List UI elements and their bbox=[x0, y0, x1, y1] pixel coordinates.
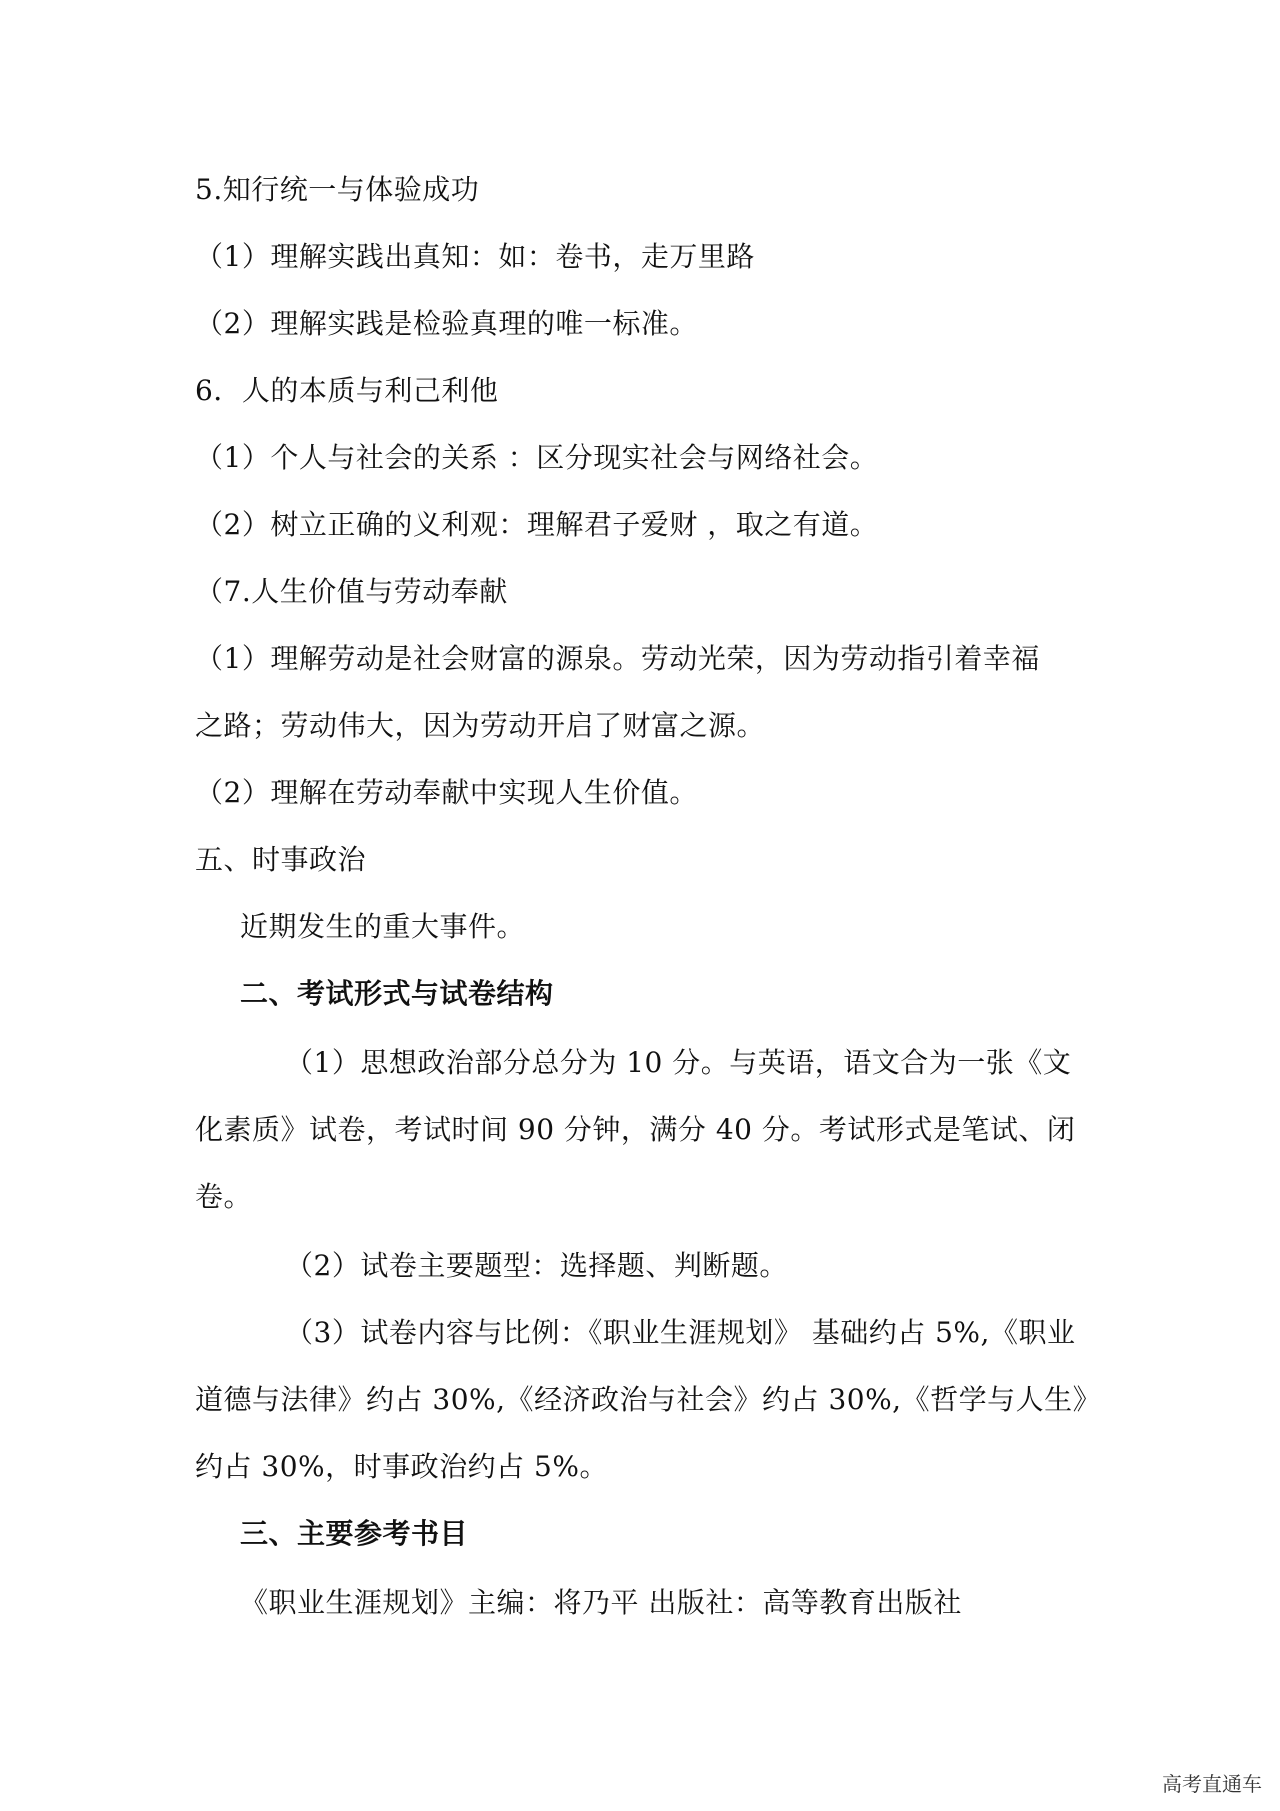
paragraph-line: （2）试卷主要题型：选择题、判断题。 bbox=[285, 1249, 788, 1282]
section-heading-7: （7.人生价值与劳动奉献 bbox=[195, 575, 508, 608]
section-heading-current-affairs: 五、时事政治 bbox=[195, 843, 367, 876]
paragraph-line: 道德与法律》约占 30%,《经济政治与社会》约占 30%,《哲学与人生》 bbox=[195, 1383, 1102, 1416]
paragraph-line: （3）试卷内容与比例：《职业生涯规划》 基础约占 5%,《职业 bbox=[285, 1316, 1076, 1349]
paragraph-line: （1）思想政治部分总分为 10 分。与英语，语文合为一张《文 bbox=[285, 1046, 1072, 1079]
paragraph-line: 之路；劳动伟大，因为劳动开启了财富之源。 bbox=[195, 709, 766, 742]
heading-references: 三、主要参考书目 bbox=[240, 1517, 469, 1550]
section-heading-6: 6．人的本质与利己利他 bbox=[195, 374, 499, 407]
watermark-label: 高考直通车 bbox=[1162, 1772, 1262, 1796]
heading-exam-format: 二、考试形式与试卷结构 bbox=[240, 977, 554, 1010]
paragraph-line: 约占 30%，时事政治约占 5%。 bbox=[195, 1450, 608, 1483]
paragraph-line: （2）理解在劳动奉献中实现人生价值。 bbox=[195, 776, 698, 809]
paragraph-line: 化素质》试卷，考试时间 90 分钟，满分 40 分。考试形式是笔试、闭 bbox=[195, 1113, 1076, 1146]
paragraph-line: （2）理解实践是检验真理的唯一标准。 bbox=[195, 307, 698, 340]
paragraph-line: 《职业生涯规划》主编：将乃平 出版社：高等教育出版社 bbox=[240, 1586, 962, 1619]
paragraph-line: （1）理解劳动是社会财富的源泉。劳动光荣，因为劳动指引着幸福 bbox=[195, 642, 1040, 675]
section-heading-5: 5.知行统一与体验成功 bbox=[195, 173, 480, 206]
paragraph-line: 近期发生的重大事件。 bbox=[240, 910, 526, 943]
paragraph-line: 卷。 bbox=[195, 1180, 253, 1213]
paragraph-line: （2）树立正确的义利观：理解君子爱财 ，取之有道。 bbox=[195, 508, 879, 541]
paragraph-line: （1）理解实践出真知：如：卷书，走万里路 bbox=[195, 240, 755, 273]
paragraph-line: （1）个人与社会的关系 ：区分现实社会与网络社会。 bbox=[195, 441, 879, 474]
